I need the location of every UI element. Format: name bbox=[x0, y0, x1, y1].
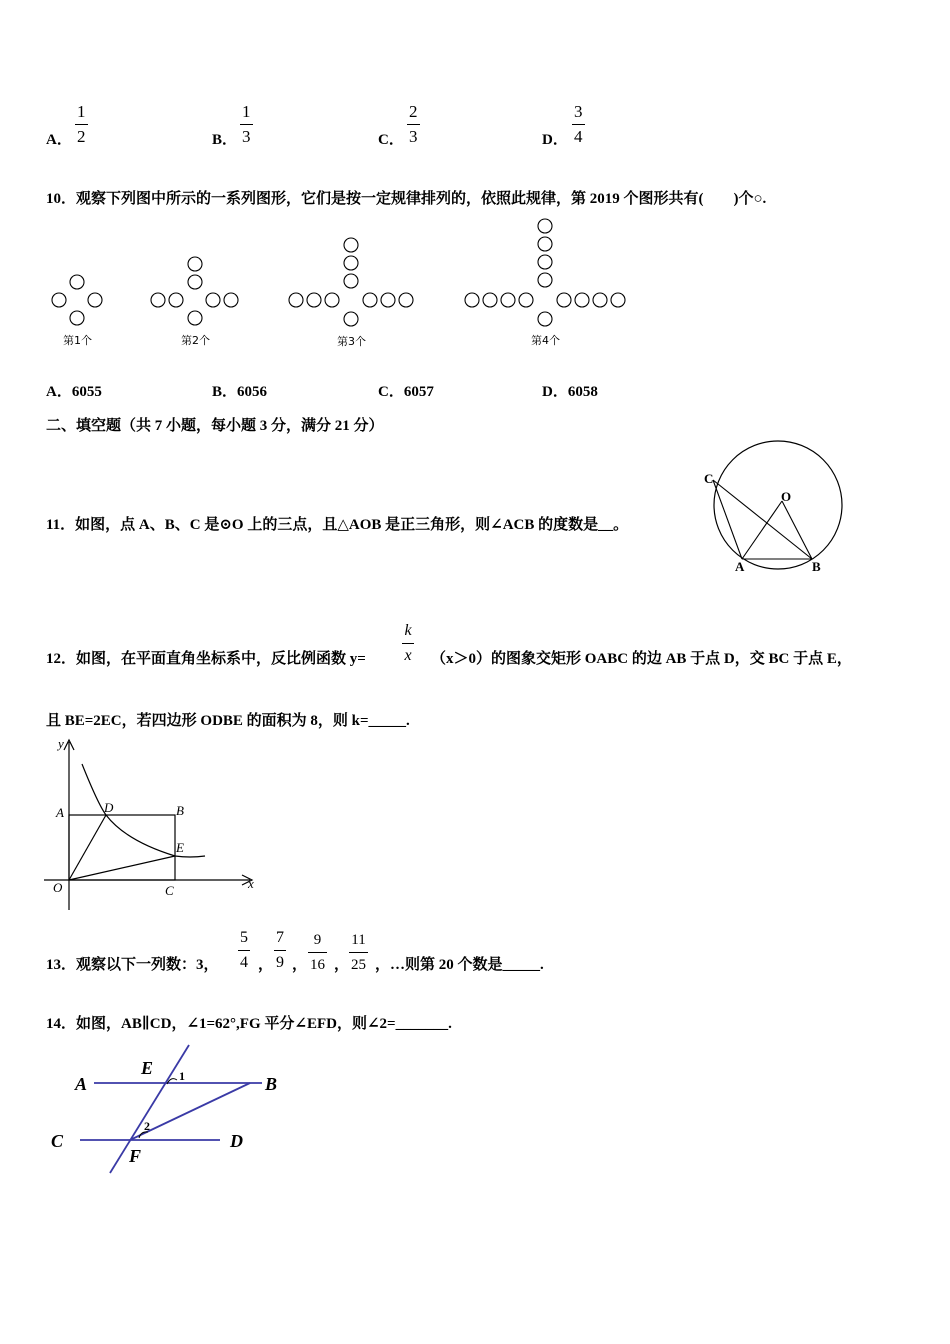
denominator: 4 bbox=[240, 954, 248, 971]
q12-label-e: E bbox=[176, 840, 184, 855]
numerator: 9 bbox=[313, 932, 322, 948]
denominator: x bbox=[404, 647, 412, 664]
numerator: 7 bbox=[276, 929, 284, 946]
q13-fraction-2 bbox=[274, 928, 286, 973]
q11-circle-figure bbox=[700, 438, 850, 578]
q9-option-d-letter: D． bbox=[542, 132, 568, 148]
numerator: 2 bbox=[409, 102, 418, 121]
q13-fraction-4 bbox=[349, 930, 368, 975]
q14-label-f: F bbox=[129, 1146, 142, 1166]
denominator: 2 bbox=[77, 127, 86, 146]
q12-label-d: D bbox=[104, 800, 114, 815]
q13-fraction-1 bbox=[238, 928, 250, 973]
denominator: 3 bbox=[409, 127, 418, 146]
q12-fraction bbox=[402, 621, 414, 666]
numerator: k bbox=[404, 622, 412, 639]
q12-text-before: 12．如图，在平面直角坐标系中，反比例函数 y= bbox=[46, 651, 366, 667]
numerator: 11 bbox=[351, 932, 366, 948]
numerator: 5 bbox=[240, 929, 248, 946]
section-heading: 二、填空题（共 7 小题，每小题 3 分，满分 21 分） bbox=[46, 418, 384, 434]
q12-text-after: （x＞0）的图象交矩形 OABC 的边 AB 于点 D，交 BC 于点 E， bbox=[431, 651, 852, 667]
q12-label-c: C bbox=[165, 883, 174, 898]
q10-option-c: C．6057 bbox=[378, 384, 434, 400]
denominator: 25 bbox=[351, 957, 366, 973]
q13-sep-3: ， bbox=[334, 957, 350, 973]
q12-label-a: A bbox=[56, 805, 64, 820]
q10-option-d: D．6058 bbox=[542, 384, 598, 400]
denominator: 4 bbox=[574, 127, 583, 146]
q9-option-a-fraction bbox=[75, 102, 88, 147]
q10-figure-label-4: 第4个 bbox=[531, 334, 560, 347]
q13-fraction-3 bbox=[308, 930, 327, 975]
q10-figure-label-1: 第1个 bbox=[63, 334, 92, 347]
q14-label-c: C bbox=[51, 1131, 64, 1151]
q10-circle-patterns bbox=[40, 212, 640, 352]
q10-figure-label-2: 第2个 bbox=[181, 334, 210, 347]
q12-label-y: y bbox=[58, 736, 64, 751]
q11-label-a: A bbox=[735, 559, 745, 574]
q11-text: 11．如图，点 A、B、C 是⊙O 上的三点，且△AOB 是正三角形，则∠ACB 的度数是__。 bbox=[46, 517, 629, 533]
q10-option-a: A．6055 bbox=[46, 384, 102, 400]
q11-label-b: B bbox=[812, 559, 821, 574]
q14-angle-2-label: 2 bbox=[144, 1119, 150, 1133]
q13-prefix: 13．观察以下一列数：3， bbox=[46, 957, 219, 973]
q9-option-b-fraction bbox=[240, 102, 253, 147]
q11-label-c: C bbox=[704, 471, 714, 486]
q14-text: 14．如图，AB∥CD，∠1=62°,FG 平分∠EFD，则∠2=_______. bbox=[46, 1016, 452, 1032]
q9-option-b-letter: B． bbox=[212, 132, 238, 148]
numerator: 1 bbox=[77, 102, 86, 121]
q12-label-o: O bbox=[53, 880, 63, 895]
denominator: 3 bbox=[242, 127, 251, 146]
denominator: 16 bbox=[310, 957, 325, 973]
q13-suffix: ，…则第 20 个数是_____. bbox=[375, 957, 544, 973]
q12-text-line2: 且 BE=2EC，若四边形 ODBE 的面积为 8，则 k=_____. bbox=[46, 713, 410, 729]
q14-label-d: D bbox=[230, 1131, 243, 1151]
q10-text: 10．观察下列图中所示的一系列图形，它们是按一定规律排列的，依照此规律，第 2019 个图形共有( )个○. bbox=[46, 191, 767, 207]
q12-label-x: x bbox=[248, 876, 254, 891]
numerator: 3 bbox=[574, 102, 583, 121]
q13-sep-1: ， bbox=[258, 957, 274, 973]
q12-label-b: B bbox=[176, 803, 184, 818]
q12-graph bbox=[40, 734, 265, 914]
q9-option-a-letter: A． bbox=[46, 132, 72, 148]
q14-label-a: A bbox=[75, 1074, 88, 1094]
q9-option-d-fraction bbox=[572, 102, 585, 147]
q11-label-o: O bbox=[781, 489, 792, 504]
q14-angle-1-label: 1 bbox=[179, 1069, 185, 1083]
q14-label-e: E bbox=[141, 1058, 154, 1078]
q10-figure-label-3: 第3个 bbox=[337, 335, 366, 348]
q9-option-c-letter: C． bbox=[378, 132, 404, 148]
denominator: 9 bbox=[276, 954, 284, 971]
q13-sep-2: ， bbox=[292, 957, 308, 973]
q14-parallel-lines-figure bbox=[40, 1040, 300, 1180]
q10-option-b: B．6056 bbox=[212, 384, 268, 400]
numerator: 1 bbox=[242, 102, 251, 121]
q14-label-b: B bbox=[265, 1074, 278, 1094]
q9-option-c-fraction bbox=[407, 102, 420, 147]
